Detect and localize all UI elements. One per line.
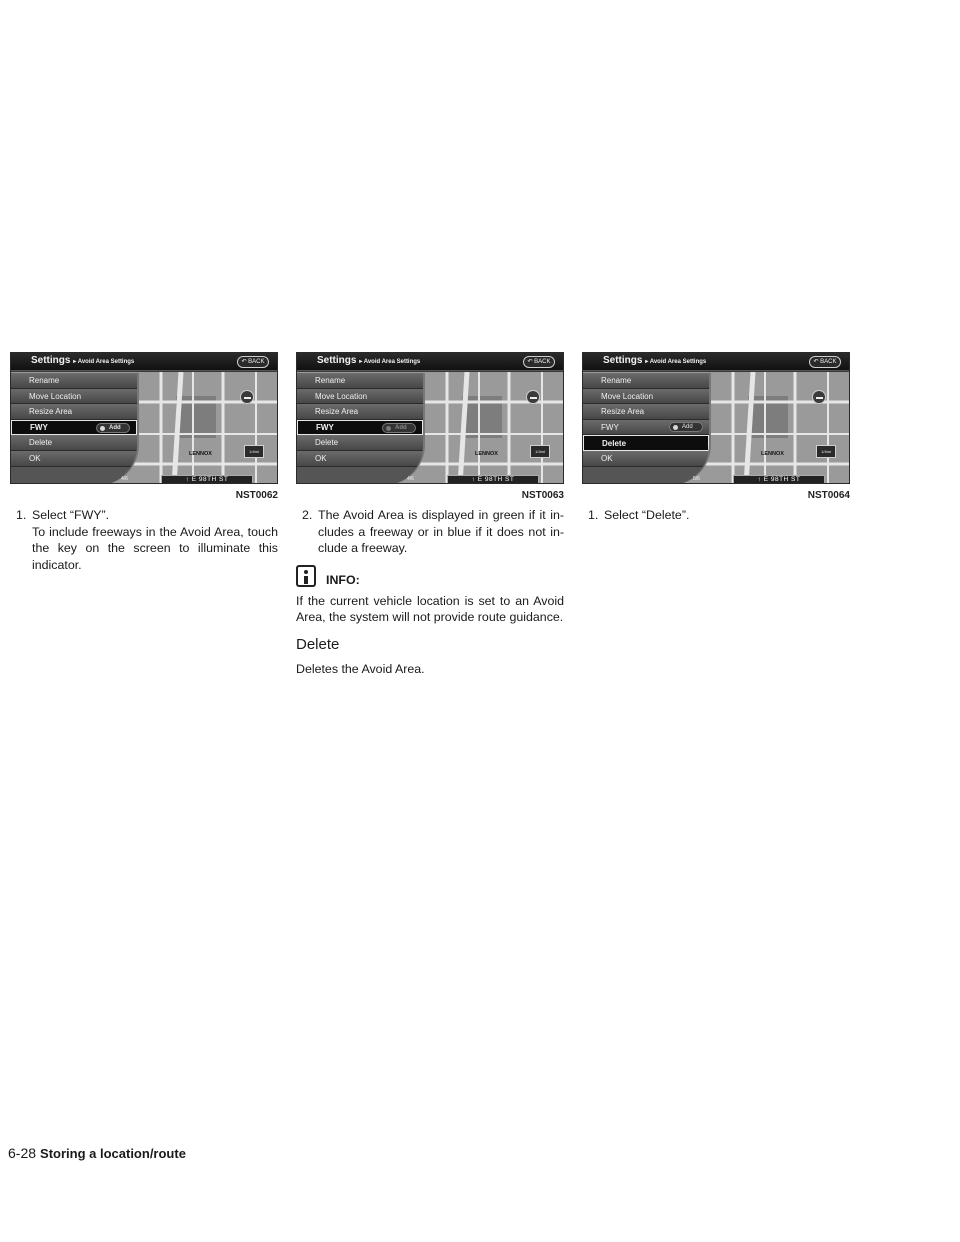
info-icon — [296, 565, 316, 587]
add-label: Add — [395, 424, 407, 431]
menu-item-resize-area[interactable] — [297, 404, 423, 420]
menu-item-move-location[interactable] — [11, 389, 137, 405]
step-text: Select “Delete”. — [604, 508, 690, 522]
menu-item-label: Move Location — [601, 391, 654, 401]
screen-title: Settings ▸ Avoid Area Settings — [317, 355, 421, 366]
menu-item-label: OK — [29, 453, 41, 463]
menu-item-move-location[interactable] — [583, 389, 709, 405]
menu-item-label: FWY — [601, 422, 619, 432]
menu-item-label: Move Location — [315, 391, 368, 401]
info-text: If the current vehicle location is set to an Avoid Area, the system will not provide route guidance. — [296, 593, 564, 624]
map-city-label: LENNOX — [761, 451, 784, 457]
page-count: 4/6 — [121, 476, 128, 482]
menu-item-label: Resize Area — [315, 407, 359, 417]
map-city-label: LENNOX — [475, 451, 498, 457]
menu-item-label: Rename — [315, 376, 346, 385]
settings-menu — [583, 373, 711, 484]
zoom-out-icon[interactable] — [812, 390, 826, 404]
map-scale-button[interactable]: 1/4mi — [244, 445, 264, 458]
menu-item-ok[interactable] — [11, 451, 137, 467]
section-text: Deletes the Avoid Area. — [296, 661, 425, 676]
map-road — [460, 372, 467, 484]
menu-item-fwy[interactable] — [583, 420, 709, 436]
menu-item-delete[interactable] — [583, 435, 709, 451]
map-scale-button[interactable]: 1/4mi — [816, 445, 836, 458]
street-name: ↑ E 98TH ST — [447, 475, 539, 484]
indicator-light-icon — [673, 425, 678, 430]
step-text: The Avoid Area is displayed in green if it in- cludes a freeway or in blue if it does not in- clude a freeway. — [318, 508, 564, 555]
menu-item-fwy[interactable] — [297, 420, 423, 436]
menu-item-ok[interactable] — [297, 451, 423, 467]
nav-screenshot-fwy — [10, 352, 278, 484]
settings-menu — [11, 373, 139, 484]
column-3 — [582, 352, 850, 524]
add-label: Add — [109, 424, 121, 431]
indicator-light-icon — [386, 426, 391, 431]
menu-item-label: Resize Area — [601, 407, 645, 417]
map-scale-button[interactable]: 1/4mi — [530, 445, 550, 458]
menu-item-rename[interactable] — [297, 373, 423, 389]
screen-header — [297, 353, 563, 371]
screen-header — [11, 353, 277, 371]
menu-item-label: Delete — [602, 439, 627, 449]
menu-item-label: Delete — [315, 438, 339, 448]
fwy-add-indicator[interactable] — [96, 423, 130, 433]
menu-item-label: Move Location — [29, 391, 82, 401]
fwy-add-indicator[interactable] — [669, 422, 703, 432]
menu-item-ok[interactable] — [583, 451, 709, 467]
step — [296, 507, 564, 557]
footer-section: Storing a location/route — [40, 1146, 186, 1161]
step-number: 1. — [16, 508, 27, 522]
menu-item-label: FWY — [30, 423, 48, 433]
map-road — [174, 372, 181, 484]
step-number: 2. — [302, 508, 313, 522]
section-heading: Delete — [296, 635, 340, 653]
info-callout — [296, 565, 564, 587]
menu-item-fwy[interactable] — [11, 420, 137, 436]
menu-item-rename[interactable] — [583, 373, 709, 389]
figure-ref: NST0063 — [521, 490, 564, 501]
nav-screenshot-delete — [582, 352, 850, 484]
menu-item-move-location[interactable] — [297, 389, 423, 405]
zoom-out-icon[interactable] — [526, 390, 540, 404]
map-road — [746, 372, 753, 484]
zoom-out-icon[interactable] — [240, 390, 254, 404]
page-footer — [8, 1145, 186, 1161]
indicator-light-icon — [100, 426, 105, 431]
nav-screenshot-fwy-off — [296, 352, 564, 484]
column-1 — [10, 352, 278, 573]
figure-ref: NST0062 — [235, 490, 278, 501]
map-city-label: LENNOX — [189, 451, 212, 457]
street-name: ↑ E 98TH ST — [733, 475, 825, 484]
screen-title: Settings ▸ Avoid Area Settings — [603, 355, 707, 366]
menu-item-resize-area[interactable] — [583, 404, 709, 420]
back-button[interactable]: ↶ BACK — [523, 356, 555, 368]
step-number: 1. — [588, 508, 599, 522]
back-button[interactable]: ↶ BACK — [237, 356, 269, 368]
menu-item-label: Rename — [601, 376, 632, 385]
back-button[interactable]: ↶ BACK — [809, 356, 841, 368]
menu-item-delete[interactable] — [11, 435, 137, 451]
screen-title: Settings ▸ Avoid Area Settings — [31, 355, 135, 366]
menu-item-rename[interactable] — [11, 373, 137, 389]
screen-header — [583, 353, 849, 371]
menu-item-label: FWY — [316, 423, 334, 433]
step-text: Select “FWY”. — [32, 508, 110, 522]
column-2 — [296, 352, 564, 677]
street-name: ↑ E 98TH ST — [161, 475, 253, 484]
settings-menu — [297, 373, 425, 484]
page-count: 4/6 — [407, 476, 414, 482]
menu-item-resize-area[interactable] — [11, 404, 137, 420]
step — [10, 507, 278, 524]
fwy-add-indicator[interactable] — [382, 423, 416, 433]
menu-item-label: Resize Area — [29, 407, 73, 417]
step — [582, 507, 850, 524]
info-label: INFO: — [326, 572, 360, 587]
page-number: 6-28 — [8, 1145, 37, 1161]
step-detail: To include freeways in the Avoid Area, touch the key on the screen to illuminate this indicator. — [32, 524, 278, 572]
menu-item-label: Rename — [29, 376, 60, 385]
menu-item-delete[interactable] — [297, 435, 423, 451]
menu-item-label: OK — [315, 453, 327, 463]
page-count: 5/6 — [693, 476, 700, 482]
add-label: Add — [682, 423, 693, 430]
menu-item-label: OK — [601, 453, 613, 463]
figure-ref: NST0064 — [807, 490, 850, 501]
menu-item-label: Delete — [29, 438, 53, 448]
